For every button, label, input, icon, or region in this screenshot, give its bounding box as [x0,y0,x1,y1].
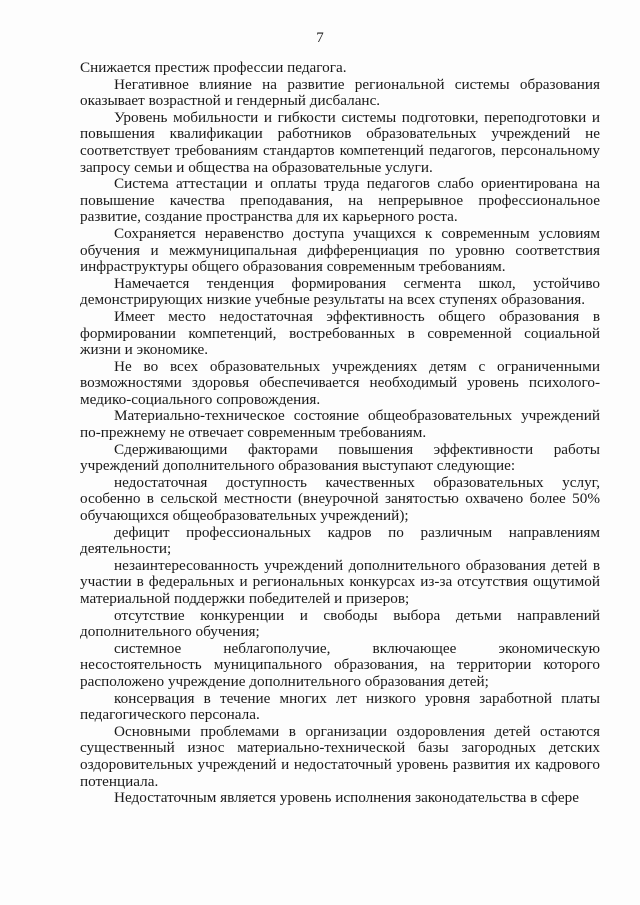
paragraph: Сдерживающими факторами повышения эффективности работы учреждений дополнительного образования выступают следующие: [80,440,600,475]
list-item: отсутствие конкуренции и свободы выбора детьми направлений дополнительного обучения; [80,606,600,641]
list-item: недостаточная доступность качественных образовательных услуг, особенно в сельской местности (внеурочной занятостью охвачено более 50% обучающихся общеобразовательных учреждений); [80,473,600,525]
paragraph: Основными проблемами в организации оздоровления детей остаются существенный износ материально-технической базы загородных детских оздоровительных учреждений и недостаточный уровень развития их кадрового потенциала. [80,722,600,790]
paragraph: Материально-техническое состояние общеобразовательных учреждений по-прежнему не отвечает современным требованиям. [80,407,600,442]
paragraph: Не во всех образовательных учреждениях детям с ограниченными возможностями здоровья обеспечивается необходимый уровень психолого-медико-социального сопровождения. [80,357,600,408]
paragraph: Система аттестации и оплаты труда педагогов слабо ориентирована на повышение качества преподавания, на непрерывное профессиональное развитие, создание пространства для их карьерного роста. [80,175,600,226]
list-item: системное неблагополучие, включающее экономическую несостоятельность муниципального образования, на территории которого расположено учреждение дополнительного образования детей; [80,639,600,690]
list-item: незаинтересованность учреждений дополнительного образования детей в участии в федеральных и региональных конкурсах из-за отсутствия ощутимой материальной поддержки победителей и призеров; [80,556,600,607]
list-item: дефицит профессиональных кадров по различным направлениям деятельности; [80,523,600,558]
paragraph: Недостаточным является уровень исполнения законодательства в сфере [114,789,579,807]
list-item: консервация в течение многих лет низкого уровня заработной платы педагогического персонала. [80,689,600,724]
paragraph: Сохраняется неравенство доступа учащихся к современным условиям обучения и межмуниципальная дифференциация по уровню соответствия инфраструктуры общего образования современным требованиям. [80,224,600,276]
paragraph: Уровень мобильности и гибкости системы подготовки, переподготовки и повышения квалификации работников образовательных учреждений не соответствует требованиям стандартов компетенций педагогов, персональному запросу семьи и общества на образовательные услуги. [80,108,600,176]
paragraph: Снижается престиж профессии педагога. [80,59,347,76]
document-body [80,60,600,807]
page-number: 7 [316,30,324,46]
paragraph: Имеет место недостаточная эффективность общего образования в формировании компетенций, востребованных в современной социальной жизни и экономике. [80,307,600,359]
paragraph: Негативное влияние на развитие региональной системы образования оказывает возрастной и гендерный дисбаланс. [80,75,600,110]
paragraph: Намечается тенденция формирования сегмента школ, устойчиво демонстрирующих низкие учебные результаты на всех ступенях образования. [80,274,600,309]
